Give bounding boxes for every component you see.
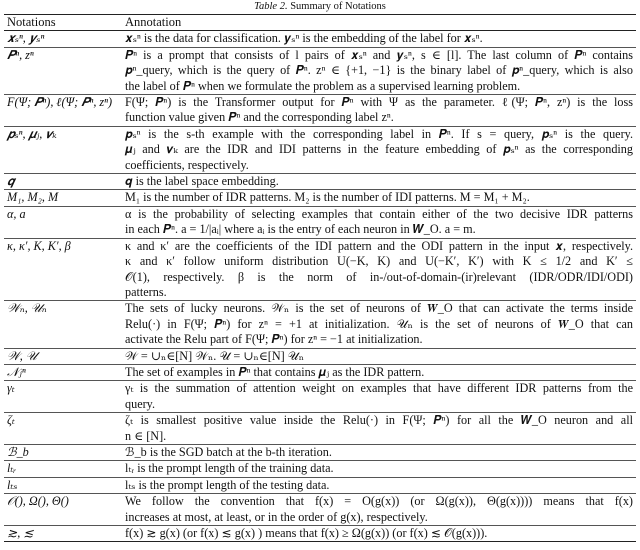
- annotation-cell: [122, 364, 636, 380]
- annotation-line: lₜₛ is the prompt length of the testing data.: [125, 477, 330, 492]
- table-row: [4, 348, 636, 364]
- table-row: [4, 494, 636, 526]
- annotation-line: γₜ is the summation of attention weight on examples that have different IDR patterns from the: [125, 381, 633, 396]
- annotation-line: Relu(·) in F(Ψ; 𝑷ⁿ) for zⁿ = +1 at initialization. 𝒰ₙ is the set of neurons of 𝑾_O that can: [125, 316, 633, 331]
- table-body: [4, 31, 636, 542]
- annotation-cell: [122, 477, 636, 493]
- table-row: [4, 381, 636, 413]
- table-row: [4, 206, 636, 238]
- annotation-line: query.: [125, 396, 156, 411]
- table-row: [4, 190, 636, 206]
- table-row: [4, 47, 636, 94]
- annotation-line: κ and κ′ are the coefficients of the IDI pattern and the ODI pattern in the input 𝒙, respectively.: [125, 238, 633, 253]
- notation-cell: 𝒪(), Ω(), Θ(): [7, 494, 69, 509]
- annotation-cell: [122, 238, 636, 301]
- table-row: [4, 413, 636, 445]
- notation-cell: κ, κ′, K, K′, β: [7, 238, 71, 253]
- annotation-cell: [122, 190, 636, 206]
- annotation-line: α is the probability of selecting examples that contain either of the two decisive IDR patterns: [125, 206, 633, 221]
- table-row: [4, 31, 636, 47]
- header-row: [4, 15, 636, 31]
- annotation-cell: [122, 461, 636, 477]
- annotation-line: ζₜ is smallest positive value inside the Relu(·) in F(Ψ; 𝑷ⁿ) for all the 𝑾_O neuron and all: [125, 413, 633, 428]
- annotation-line: ℬ_b is the SGD batch at the b-th iteration.: [125, 444, 332, 459]
- annotation-line: the label of 𝑷ⁿ when we formulate the problem as a supervised learning problem.: [125, 78, 521, 93]
- annotation-line: f(x) ≳ g(x) (or f(x) ≲ g(x) ) means that f(x) ≥ Ω(g(x)) (or f(x) ≲ 𝒪(g(x))).: [125, 526, 488, 540]
- notation-cell: γₜ: [7, 381, 15, 396]
- annotation-cell: [122, 381, 636, 413]
- annotation-line: increases at most, at least, or in the order of g(x), respectively.: [125, 509, 428, 524]
- header-notations: Notations: [7, 15, 56, 29]
- notation-table: [4, 14, 636, 542]
- notation-cell: 𝒙ₛⁿ, 𝒚ₛⁿ: [7, 31, 45, 46]
- table-row: [4, 301, 636, 348]
- notation-cell: ℬ_b: [7, 444, 29, 459]
- table-row: [4, 526, 636, 542]
- table-row: [4, 444, 636, 460]
- table-row: [4, 238, 636, 301]
- annotation-line: 𝒒 is the label space embedding.: [125, 174, 279, 189]
- annotation-cell: [122, 47, 636, 94]
- annotation-cell: [122, 174, 636, 190]
- annotation-line: M₁ is the number of IDR patterns. M₂ is the number of IDI patterns. M = M₁ + M₂.: [125, 190, 530, 205]
- table-row: [4, 95, 636, 127]
- annotation-line: 𝒙ₛⁿ is the data for classification. 𝒚ₛⁿ is the embedding of the label for 𝒙ₛⁿ.: [125, 31, 483, 46]
- notation-cell: ζₜ: [7, 413, 15, 428]
- annotation-cell: [122, 301, 636, 348]
- annotation-line: in each 𝑷ⁿ. a = 1/|aᵢ| where aᵢ is the entry of each neuron in 𝑾_O. a = m.: [125, 222, 476, 237]
- annotation-cell: [122, 413, 636, 445]
- annotation-line: function value given 𝑷ⁿ and the corresponding label zⁿ.: [125, 110, 394, 125]
- table-row: [4, 364, 636, 380]
- notation-cell: α, a: [7, 206, 26, 221]
- header-annotation: Annotation: [125, 15, 182, 29]
- annotation-cell: [122, 206, 636, 238]
- annotation-line: lₜᵣ is the prompt length of the training data.: [125, 461, 334, 476]
- caption-label: Table 2.: [254, 1, 288, 12]
- annotation-line: patterns.: [125, 284, 167, 299]
- annotation-cell: [122, 348, 636, 364]
- notation-cell: 𝒒: [7, 174, 15, 189]
- notation-cell: lₜᵣ: [7, 461, 17, 476]
- annotation-line: 𝑷ⁿ is a prompt that consists of l pairs of 𝒙ₛⁿ and 𝒚ₛⁿ, s ∈ [l]. The last column of 𝑷ⁿ contains: [125, 47, 633, 62]
- annotation-cell: [122, 126, 636, 173]
- notation-cell: F(Ψ; 𝑷ⁿ), ℓ(Ψ; 𝑷ⁿ, zⁿ): [7, 95, 113, 110]
- annotation-line: F(Ψ; 𝑷ⁿ) is the Transformer output for 𝑷ⁿ with Ψ as the parameter. ℓ(Ψ; 𝑷ⁿ, zⁿ) is the loss: [125, 95, 633, 110]
- annotation-line: 𝒑ⁿ_query, which is the query of 𝑷ⁿ. zⁿ ∈ {+1, −1} is the binary label of 𝒑ⁿ_query, which is also: [125, 63, 633, 78]
- annotation-line: The sets of lucky neurons. 𝒲ₙ is the set of neurons of 𝑾_O that can activate the terms inside: [125, 301, 633, 316]
- annotation-cell: [122, 494, 636, 526]
- annotation-line: coefficients, respectively.: [125, 157, 249, 172]
- annotation-cell: [122, 444, 636, 460]
- notation-cell: 𝒑ₛⁿ, 𝝁ⱼ, 𝝂ₖ: [7, 126, 57, 141]
- annotation-line: We follow the convention that f(x) = O(g(x)) (or Ω(g(x)), Θ(g(x)))) means that f(x): [125, 494, 633, 509]
- table-row: [4, 477, 636, 493]
- annotation-line: activate the Relu part of F(Ψ; 𝑷ⁿ) for zⁿ = −1 at initialization.: [125, 332, 423, 347]
- annotation-line: 𝒲 = ∪ₙ∈[N] 𝒲ₙ. 𝒰 = ∪ₙ∈[N] 𝒰ₙ: [125, 348, 304, 363]
- table-row: [4, 174, 636, 190]
- table-row: [4, 461, 636, 477]
- annotation-line: 𝒑ₛⁿ is the s-th example with the corresponding label in 𝑷ⁿ. If s = query, 𝒑ₛⁿ is the query.: [125, 126, 633, 141]
- caption-title: Summary of Notations: [290, 1, 386, 12]
- annotation-cell: [122, 31, 636, 47]
- annotation-line: 𝒪(1), respectively. β is the norm of in-/out-of-domain-(ir)relevant (IDR/ODR/IDI/ODI): [125, 269, 633, 284]
- annotation-cell: [122, 95, 636, 127]
- notation-cell: lₜₛ: [7, 477, 18, 492]
- annotation-line: n ∈ [N].: [125, 428, 167, 443]
- notation-cell: ≳, ≲: [7, 526, 34, 540]
- notation-cell: 𝒲ₙ, 𝒰ₙ: [7, 301, 47, 316]
- table-row: [4, 126, 636, 173]
- annotation-line: The set of examples in 𝑷ⁿ that contains 𝝁ⱼ as the IDR pattern.: [125, 364, 425, 379]
- notation-cell: 𝒲, 𝒰: [7, 348, 37, 363]
- annotation-line: 𝝁ⱼ and 𝝂ₖ are the IDR and IDI patterns in the feature embedding of 𝒑ₛⁿ as the corresponding: [125, 142, 633, 157]
- notation-cell: 𝑷ⁿ, zⁿ: [7, 47, 34, 62]
- annotation-line: κ and κ′ follow uniform distribution U(−K, K) and U(−K′, K′) with K ≤ 1/2 and K′ ≤: [125, 254, 633, 269]
- annotation-cell: [122, 526, 636, 542]
- table-caption: [0, 0, 640, 14]
- notation-cell: 𝒩ⱼⁿ: [7, 364, 26, 379]
- notation-cell: M₁, M₂, M: [7, 190, 59, 205]
